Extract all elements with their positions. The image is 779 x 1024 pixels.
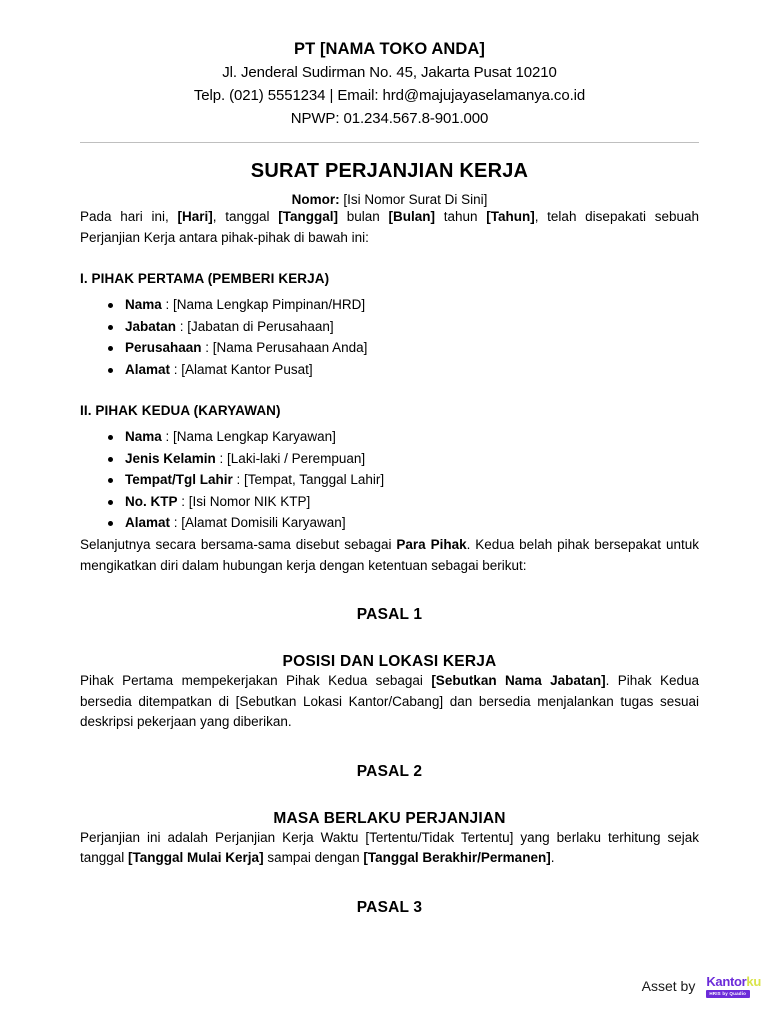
parties-note-term: Para Pihak <box>396 536 467 552</box>
field-value: : [Nama Lengkap Pimpinan/HRD] <box>161 297 366 313</box>
party-two-list <box>80 427 699 534</box>
parties-note-text-2: . Kedua belah pihak bersepakat untuk mengikatkan diri dalam hubungan kerja dengan ketentuan sebagai berikut: <box>80 536 699 573</box>
kantorku-tagline-badge: HRIS by Quadio <box>706 990 750 999</box>
list-item <box>80 449 699 470</box>
letterhead <box>80 0 699 130</box>
footer-attribution <box>642 975 761 999</box>
pasal-2-text-2: sampai dengan <box>263 850 364 866</box>
pasal-2-text-3: . <box>550 850 555 866</box>
document-title: SURAT PERJANJIAN KERJA <box>250 160 529 183</box>
field-value: : [Isi Nomor NIK KTP] <box>177 493 311 509</box>
field-value: : [Jabatan di Perusahaan] <box>176 318 334 334</box>
document-number-label: Nomor: <box>291 192 340 208</box>
list-item <box>80 317 699 338</box>
company-npwp: NPWP: 01.234.567.8-901.000 <box>290 109 489 127</box>
pasal-2-title: MASA BERLAKU PERJANJIAN <box>273 809 506 827</box>
asset-by-label: Asset by <box>641 978 696 995</box>
list-item <box>80 513 699 534</box>
pasal-1-body <box>80 671 699 733</box>
field-label: Alamat <box>125 515 171 531</box>
intro-paragraph <box>80 207 699 248</box>
pasal-1-number: PASAL 1 <box>356 606 423 624</box>
kantorku-wordmark-accent: ku <box>746 973 761 989</box>
pasal-2-field-berakhir: [Tanggal Berakhir/Permanen] <box>363 850 551 866</box>
pasal-2-text-1: Perjanjian ini adalah Perjanjian Kerja Waktu [Tertentu/Tidak Tertentu] yang berlaku terhitung sejak tanggal <box>80 829 699 866</box>
field-value: : [Laki-laki / Perempuan] <box>215 450 366 466</box>
list-item <box>80 470 699 491</box>
intro-text-2: , tanggal <box>212 209 279 225</box>
intro-text-3: bulan <box>338 209 389 225</box>
field-label: Jabatan <box>125 318 177 334</box>
field-value: : [Alamat Domisili Karyawan] <box>170 515 346 531</box>
list-item <box>80 295 699 316</box>
intro-field-tanggal: [Tanggal] <box>278 209 338 225</box>
party-one-list <box>80 295 699 380</box>
intro-field-bulan: [Bulan] <box>388 209 435 225</box>
heading-pihak-kedua: II. PIHAK KEDUA (KARYAWAN) <box>80 403 281 419</box>
intro-field-tahun: [Tahun] <box>486 209 535 225</box>
parties-note-text-1: Selanjutnya secara bersama-sama disebut sebagai <box>80 536 397 552</box>
parties-note-paragraph <box>80 535 699 576</box>
kantorku-logo[interactable] <box>706 975 761 999</box>
pasal-2-body <box>80 828 699 869</box>
field-value: : [Alamat Kantor Pusat] <box>170 361 313 377</box>
field-label: Nama <box>125 429 162 445</box>
list-item <box>80 360 699 381</box>
header-divider <box>80 142 699 143</box>
pasal-2-number: PASAL 2 <box>356 762 423 780</box>
field-label: Perusahaan <box>125 340 202 356</box>
intro-field-hari: [Hari] <box>177 209 213 225</box>
field-value: : [Nama Perusahaan Anda] <box>201 340 368 356</box>
intro-text-4: tahun <box>434 209 487 225</box>
kantorku-wordmark <box>706 975 761 988</box>
pasal-1-text-1: Pihak Pertama mempekerjakan Pihak Kedua sebagai <box>80 673 432 689</box>
kantorku-wordmark-primary: Kantor <box>706 973 747 989</box>
list-item <box>80 338 699 359</box>
field-label: Jenis Kelamin <box>125 450 216 466</box>
list-item <box>80 492 699 513</box>
pasal-1-title: POSISI DAN LOKASI KERJA <box>282 653 497 671</box>
field-value: : [Tempat, Tanggal Lahir] <box>232 472 385 488</box>
document-number <box>80 192 699 207</box>
pasal-1-field-jabatan: [Sebutkan Nama Jabatan] <box>431 673 606 689</box>
company-contact: Telp. (021) 5551234 | Email: hrd@majujayaselamanya.co.id <box>193 86 586 104</box>
field-label: No. KTP <box>125 493 178 509</box>
field-label: Tempat/Tgl Lahir <box>125 472 233 488</box>
pasal-3-number: PASAL 3 <box>356 898 423 916</box>
intro-text-5: , telah disepakati sebuah Perjanjian Kerja antara pihak-pihak di bawah ini: <box>80 209 699 245</box>
intro-text-1: Pada hari ini, <box>80 209 178 225</box>
field-label: Nama <box>125 297 162 313</box>
field-value: : [Nama Lengkap Karyawan] <box>161 429 336 445</box>
heading-pihak-pertama: I. PIHAK PERTAMA (PEMBERI KERJA) <box>80 271 330 287</box>
document-number-placeholder: [Isi Nomor Surat Di Sini] <box>343 192 488 208</box>
company-address: Jl. Jenderal Sudirman No. 45, Jakarta Pusat 10210 <box>222 63 557 81</box>
field-label: Alamat <box>125 361 171 377</box>
pasal-2-field-mulai: [Tanggal Mulai Kerja] <box>128 850 264 866</box>
list-item <box>80 427 699 448</box>
company-name: PT [NAMA TOKO ANDA] <box>293 40 486 58</box>
pasal-1-text-2: . Pihak Kedua bersedia ditempatkan di [Sebutkan Lokasi Kantor/Cabang] dan bersedia menjalankan tugas sesuai deskripsi pekerjaan yang diberikan. <box>80 673 700 730</box>
